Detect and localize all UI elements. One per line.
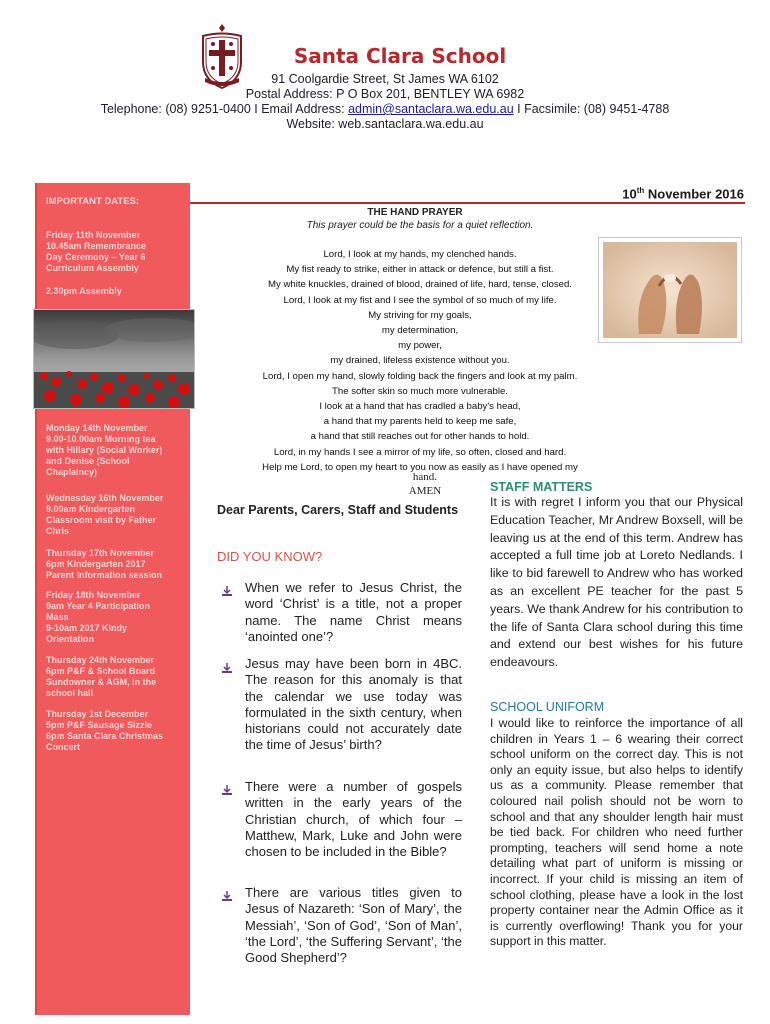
event-line: Sundowner & AGM, in the (46, 677, 157, 687)
prayer-line: The softer skin so much more vulnerable. (332, 385, 508, 397)
event-line: Concert (46, 742, 81, 752)
prayer-line: hand. (412, 471, 438, 483)
event-line: 6pm Santa Clara Christmas (46, 731, 164, 741)
school-uniform-title: SCHOOL UNIFORM (490, 700, 605, 714)
prayer-line: my power, (398, 340, 442, 352)
prayer-line: a hand that my parents held to keep me safe, (323, 416, 517, 428)
did-you-know-item: Jesus may have been born in 4BC. The reason for this anomaly is that the calendar we use today was formulated in the sixth century, when historians could not accurately date the time of Jesus’ birth? (245, 656, 462, 753)
sidebar-event (46, 493, 186, 537)
event-line: Day Ceremony – Year 6 (46, 252, 146, 262)
prayer-line: my determination, (381, 325, 459, 337)
event-line: school hall (46, 688, 94, 698)
event-line: Chaplaincy) (46, 467, 98, 477)
important-dates-title: IMPORTANT DATES: (46, 196, 140, 207)
facsimile-text: I Facsimile: (08) 9451-4788 (513, 102, 670, 116)
sidebar-event (46, 655, 186, 699)
event-line: Thursday 17th November (46, 548, 155, 558)
prayer-line: My white knuckles, drained of blood, drained of life, hard, tense, closed. (268, 279, 572, 291)
staff-matters-title: STAFF MATTERS (490, 480, 593, 494)
prayer-line: Lord, I open my hand, slowly folding back the fingers and look at my palm. (262, 370, 578, 382)
date-suffix: th (636, 186, 645, 195)
header-divider (190, 202, 745, 204)
staff-matters-body: It is with regret I inform you that our Physical Education Teacher, Mr Andrew Boxsell, will be leaving us at the end of this term. Andrew has accepted a full time job at Loreto Nedlands. I like to bid farewell to Andrew who has worked as an excellent PE teacher for the past 5 years. We thank Andrew for his contribution to the life of Santa Clara school during this time and extend our best wishes for his future endeavours. (490, 495, 743, 670)
prayer-line: a hand that still reaches out for other hands to hold. (310, 431, 530, 443)
event-line: and Denise (School (46, 456, 130, 466)
event-line: 9-10am 2017 Kindy (46, 623, 128, 633)
hands-photo (598, 237, 742, 343)
prayer-line: My striving for my goals, (368, 309, 472, 321)
did-you-know-item: There were a number of gospels written in the early years of the Christian church, of which four – Matthew, Mark, Luke and John were chosen to be included in the Bible? (245, 779, 462, 860)
event-line: Friday 18th November (46, 590, 141, 600)
sidebar-event (46, 548, 186, 581)
event-line: Monday 14th November (46, 423, 148, 433)
prayer-text (225, 247, 615, 475)
event-line: Orientation (46, 634, 95, 644)
event-line: Wednesday 16th November (46, 493, 164, 503)
sidebar-event (46, 230, 186, 274)
prayer-line: my drained, lifeless existence without you. (330, 355, 510, 367)
event-line: 6pm Kindergarten 2017 (46, 559, 146, 569)
event-line: 6pm P&F & School Board (46, 666, 156, 676)
telephone-text: Telephone: (08) 9251-0400 I Email Address: (100, 102, 349, 116)
sidebar-event (46, 590, 186, 645)
bullet-arrow-icon (222, 782, 232, 792)
bullet-arrow-icon (222, 660, 232, 670)
letter-greeting: Dear Parents, Carers, Staff and Students (217, 503, 459, 517)
event-line: Chris (46, 526, 70, 536)
prayer-line: Lord, I look at my hands, my clenched hands. (323, 249, 517, 260)
event-line: 9am Year 4 Participation (46, 601, 150, 611)
event-line: Mass (46, 612, 69, 622)
event-line: 9.00-10.00am Morning tea (46, 434, 156, 444)
sidebar-event (46, 423, 186, 478)
date-rest: November 2016 (644, 186, 744, 202)
event-line: Friday 11th November (46, 230, 141, 240)
event-line: 9.00am Kindergarten (46, 504, 136, 514)
event-line: Classroom visit by Father (46, 515, 157, 525)
event-line: 10.45am Remembrance (46, 241, 147, 251)
prayer-line: Lord, in my hands I see a mirror of my life, so often, closed and hard. (273, 446, 567, 458)
did-you-know-item: When we refer to Jesus Christ, the word ‘Christ’ is a title, not a proper name. The name Christ means ‘anointed one’? (245, 580, 462, 644)
prayer-line: My fist ready to strike, either in attack or defence, but still a fist. (286, 264, 554, 276)
prayer-subtitle: This prayer could be the basis for a quiet reflection. (306, 220, 534, 231)
date-day: 10 (622, 186, 637, 202)
street-address: 91 Coolgardie Street, St James WA 6102 (271, 72, 499, 86)
prayer-line: I look at a hand that has cradled a baby's head, (319, 401, 521, 413)
event-line: Thursday 1st December (46, 709, 149, 719)
event-line: Curriculum Assembly (46, 263, 139, 273)
did-you-know-title: DID YOU KNOW? (217, 549, 323, 564)
prayer-line: Help me Lord, to open my heart to you now as easily as I have opened my (262, 461, 578, 473)
school-uniform-body: I would like to reinforce the importance of all children in Years 1 – 6 wearing their correct school uniform on the correct day. This is not only an equity issue, but also helps to identify us as a community. Please remember that coloured nail polish should not be worn to school and that any shoulder length hair must be tied back. For children who need further prompting, teachers will send home a note detailing what part of uniform is missing or incorrect. If your child is missing an item of school clothing, please have a look in the lost property container near the Admin Office as it is currently overflowing! Thank you for your support in this matter. (490, 716, 743, 949)
prayer-amen: AMEN (408, 485, 442, 497)
bullet-arrow-icon (222, 888, 232, 898)
event-line: with Hillary (Social Worker) (46, 445, 163, 455)
email-link[interactable]: admin@santaclara.wa.edu.au (348, 102, 514, 116)
did-you-know-item: There are various titles given to Jesus of Nazareth: ‘Son of Mary’, the Messiah’, ‘Son of God’, ‘Son of Man’, ‘the Lord’, ‘the Suffering Servant’, ‘the Good Shepherd’? (245, 885, 462, 966)
poppies-photo (33, 309, 195, 409)
sidebar-event (46, 709, 186, 753)
sidebar-event (46, 286, 186, 297)
postal-address: Postal Address: P O Box 201, BENTLEY WA 6982 (245, 87, 525, 101)
school-name: Santa Clara School (293, 44, 507, 68)
event-line: Parent Information session (46, 570, 163, 580)
bullet-arrow-icon (222, 583, 232, 593)
website-text: Website: web.santaclara.wa.edu.au (286, 117, 484, 131)
newsletter-date (622, 186, 744, 201)
event-line: 5pm P&F Sausage Sizzle (46, 720, 153, 730)
contact-line (0, 102, 770, 116)
event-line: 2.30pm Assembly (46, 286, 122, 296)
prayer-title: THE HAND PRAYER (367, 207, 463, 218)
prayer-line: Lord, I look at my fist and I see the symbol of so much of my life. (283, 294, 557, 306)
event-line: Thursday 24th November (46, 655, 155, 665)
